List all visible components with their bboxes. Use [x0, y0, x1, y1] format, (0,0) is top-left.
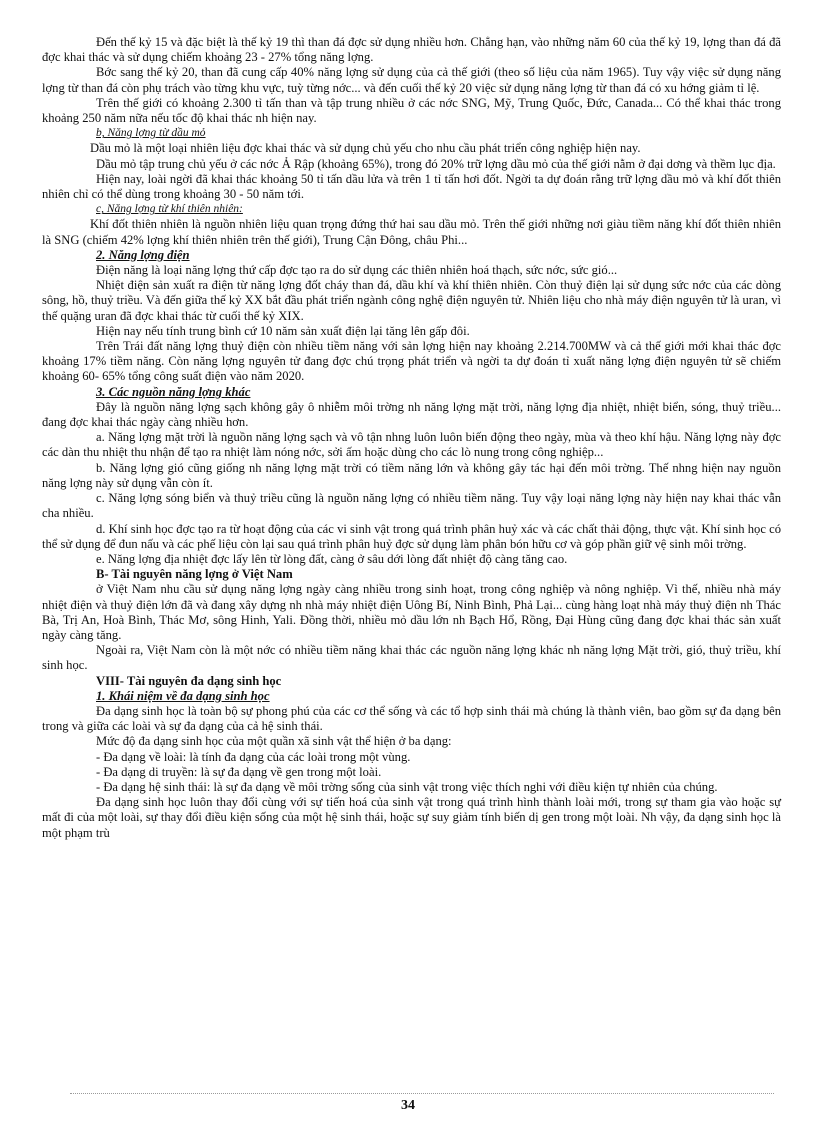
heading-electric-energy: 2. Năng lợng điện	[96, 247, 190, 262]
paragraph-wind-energy: b. Năng lợng gió cũng giống nh năng lợng mặt trời có tiềm năng lớn và không gây tác hại đến môi trờng. Thế nhng hiện nay nguồn năng lợng này sử dụng vẫn còn ít.	[42, 460, 781, 490]
paragraph-solar-energy: a. Năng lợng mặt trời là nguồn năng lợng sạch và vô tận nhng luôn luôn biến động theo ngày, mùa và theo khí hậu. Năng lợng này đợc các dàn thu nhiệt thu nhận để tạo ra nhiệt làm nóng nớc, sởi ấm hoặc dùng cho các lò nung trong công nghiệp...	[42, 430, 781, 460]
list-item-ecosystem-diversity: - Đa dạng hệ sinh thái: là sự đa dạng về môi trờng sống của sinh vật trong việc thích nghi với điều kiện tự nhiên của chúng.	[96, 779, 718, 794]
paragraph-wave-tidal: c. Năng lợng sóng biển và thuỷ triều cũng là nguồn năng lợng có nhiều tiềm năng. Tuy vậy loại năng lợng này hiện nay khai thác vẫn cha nhiều.	[42, 491, 781, 521]
page-number: 34	[401, 1098, 415, 1113]
heading-natural-gas: c, Năng lợng từ khí thiên nhiên:	[96, 203, 243, 216]
heading-biodiversity-resources: VIII- Tài nguyên đa dạng sinh học	[96, 673, 282, 688]
heading-oil-energy: b, Năng lợng từ dầu mỏ	[96, 127, 206, 140]
list-item-species-diversity: - Đa dạng về loài: là tính đa dạng của các loài trong một vùng.	[96, 749, 411, 764]
paragraph-oil-usage: Dầu mỏ là một loại nhiên liệu đợc khai thác và sử dụng chủ yếu cho nhu cầu phát triển công nghiệp hiện nay.	[90, 141, 641, 156]
paragraph-oil-location: Dầu mỏ tập trung chủ yếu ở các nớc Ả Rập (khoảng 65%), trong đó 20% trữ lợng dầu mỏ của thế giới nằm ở đại dơng và thềm lục địa.	[96, 156, 776, 171]
paragraph-electricity-definition: Điện năng là loại năng lợng thứ cấp đợc tạo ra do sử dụng các thiên nhiên hoá thạch, sức nớc, sức gió...	[96, 263, 618, 278]
paragraph-natural-gas: Khí đốt thiên nhiên là nguồn nhiên liệu quan trọng đứng thứ hai sau dầu mỏ. Trên thế giới những nơi giàu tiềm năng khí đốt thiên nhiên là SNG (chiếm 42% lợng khí thiên nhiên trên thế giới), Trung Cận Đông, châu Phi...	[42, 217, 781, 247]
paragraph-geothermal: e. Năng lợng địa nhiệt đợc lấy lên từ lòng đất, càng ở sâu dới lòng đất nhiệt độ càng tăng cao.	[96, 551, 568, 566]
paragraph-oil-reserves: Hiện nay, loài ngời đã khai thác khoảng 50 tỉ tấn dầu lửa và trên 1 tỉ tấn hơi đốt. Ngời ta dự đoán rằng trữ lợng dầu mỏ và khí đốt thiên nhiên chỉ có thể dùng trong khoảng 30 - 50 năm tới.	[42, 171, 781, 202]
paragraph-coal-history: Đến thế kỷ 15 và đặc biệt là thế kỷ 19 thì than đá đợc sử dụng nhiều hơn. Chẳng hạn, vào những năm 60 của thế kỷ 19, lợng than đá đã đợc khai thác và sử dụng chiếm khoảng 23 - 27% tổng năng lợng.	[42, 35, 781, 65]
footer-divider	[70, 1093, 774, 1094]
paragraph-biodiversity-definition: Đa dạng sinh học là toàn bộ sự phong phú của các cơ thể sống và các tổ hợp sinh thái mà chúng là thành viên, bao gồm sự đa dạng bên trong và giữa các loài và sự đa dạng của cả hệ sinh thái.	[42, 703, 781, 734]
heading-other-sources: 3. Các nguồn năng lợng khác	[96, 384, 251, 399]
paragraph-coal-reserves: Trên thế giới có khoảng 2.300 tỉ tấn than và tập trung nhiều ở các nớc SNG, Mỹ, Trung Quốc, Đức, Canada... Có thể khai thác trong khoảng 250 năm nữa nếu tốc độ khai thác nh hiện nay.	[42, 95, 781, 126]
paragraph-biogas: d. Khí sinh học đợc tạo ra từ hoạt động của các vi sinh vật trong quá trình phân huỷ xác và các chất thải động, thực vật. Khí sinh học có thể sử dụng để đun nấu và các phế liệu còn lại sau quá trình phân huỷ đợc sử dụng làm phân bón hữu cơ và góp phần giữ vệ sinh môi trờng.	[42, 521, 781, 551]
paragraph-biodiversity-levels: Mức độ đa dạng sinh học của một quần xã sinh vật thể hiện ở ba dạng:	[96, 734, 452, 749]
paragraph-coal-20th-century: Bớc sang thế kỷ 20, than đã cung cấp 40% năng lợng sử dụng của cả thế giới (theo số liệu của năm 1965). Tuy vậy việc sử dụng năng lợng từ than đá còn phụ trách vào từng khu vực, tuỳ từng nớc... và đến cuối thế kỷ 20 việc sử dụng năng lợng từ than đá có xu hớng giảm tỉ lệ.	[42, 65, 781, 95]
heading-biodiversity-concept: 1. Khái niệm về đa dạng sinh học	[96, 688, 270, 703]
heading-vietnam-energy: B- Tài nguyên năng lợng ở Việt Nam	[96, 567, 293, 582]
list-item-genetic-diversity: - Đa dạng di truyền: là sự đa dạng về gen trong một loài.	[96, 764, 382, 779]
page-content	[42, 35, 781, 841]
paragraph-hydro-potential: Trên Trái đất năng lợng thuỷ điện còn nhiều tiềm năng với sản lợng hiện nay khoảng 2.214.700MW và cả thế giới mới khai thác đợc khoảng 17% tiềm năng. Còn năng lợng nguyên tử đang đợc chú trọng phát triển và ngời ta dự đoán tỉ xuất năng lợng điện nguyên tử sẽ chiếm khoảng 60- 65% tổng công suất điện vào năm 2020.	[42, 339, 781, 384]
paragraph-vietnam-energy-demand: ở Việt Nam nhu cầu sử dụng năng lợng ngày càng nhiều trong sinh hoạt, trong công nghiệp và nông nghiệp. Vì thế, nhiều nhà máy nhiệt điện và thuỷ điện lớn đã và đang xây dựng nh nhà máy nhiệt điện Uông Bí, Ninh Bình, Phả Lại... cùng hàng loạt nhà máy thuỷ điện nh Thác Bà, Trị An, Hoà Bình, Thác Mơ, sông Hinh, Yali. Đồng thời, nhiều mỏ dầu lớn nh Bạch Hổ, Rồng, Đại Hùng cũng đang đợc khai thác sản xuất ngày càng tăng.	[42, 582, 781, 642]
paragraph-thermal-hydro-nuclear: Nhiệt điện sản xuất ra điện từ năng lợng đốt cháy than đá, dầu khí và khí thiên nhiên. Còn thuỷ điện lại sử dụng sức nớc của các dòng sông, hồ, thuỷ triều. Và đến giữa thế kỷ XX bắt đầu phát triển ngành công nghệ điện nguyên tử. Nhiên liệu cho nhà máy điện nguyên tử là uran, vì thế quặng uran đã đợc khai thác từ cuối thế kỷ XIX.	[42, 278, 781, 323]
paragraph-vietnam-energy-potential: Ngoài ra, Việt Nam còn là một nớc có nhiều tiềm năng khai thác các nguồn năng lợng khác nh năng lợng Mặt trời, gió, thuỷ triều, khí sinh học.	[42, 643, 781, 673]
paragraph-electricity-growth: Hiện nay nếu tính trung bình cứ 10 năm sản xuất điện lại tăng lên gấp đôi.	[96, 323, 470, 338]
paragraph-biodiversity-change: Đa dạng sinh học luôn thay đổi cùng với sự tiến hoá của sinh vật trong quá trình hình thành loài mới, trong sự tham gia vào hoặc sự mất đi của một loài, sự thay đổi điều kiện sống của một hệ sinh thái, hoặc sự suy giảm tính biến dị gen trong một loài. Nh vậy, đa dạng sinh học là một phạm trù	[42, 795, 781, 840]
paragraph-clean-energy: Đây là nguồn năng lợng sạch không gây ô nhiễm môi trờng nh năng lợng mặt trời, năng lợng địa nhiệt, nhiệt biển, sóng, thuỷ triều... đang đợc khai thác ngày càng nhiều hơn.	[42, 399, 781, 430]
